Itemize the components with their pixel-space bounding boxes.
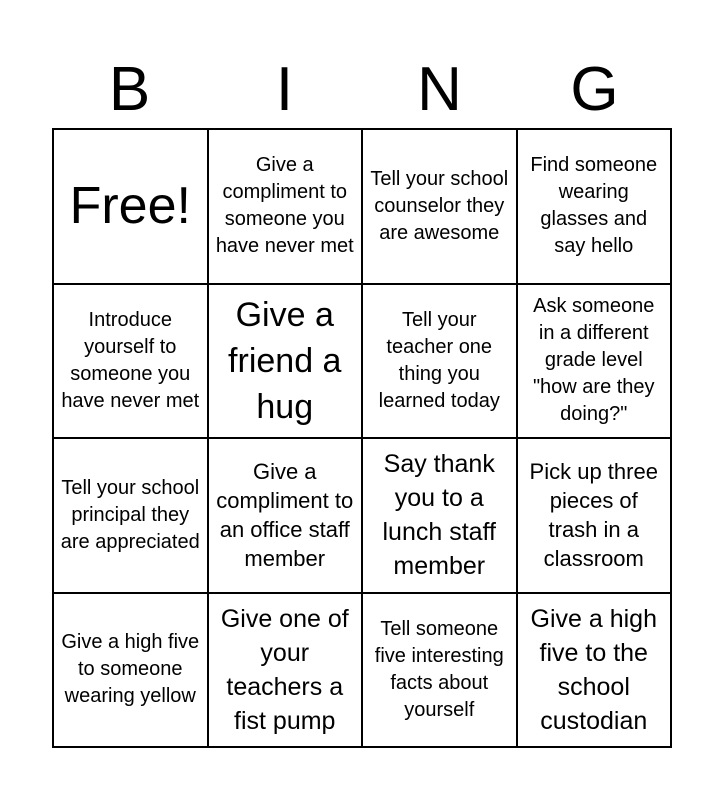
cell-text: Introduce yourself to someone you have never met <box>61 308 200 412</box>
cell-text: Find someone wearing glasses and say hello <box>530 154 658 258</box>
cell-text: Give one of your teachers a fist pump <box>220 604 349 735</box>
bingo-cell[interactable] <box>54 439 209 594</box>
title-letter-i: I <box>275 55 294 124</box>
cell-text: Tell your teacher one thing you learned today <box>378 308 500 412</box>
bingo-cell[interactable] <box>363 594 518 749</box>
bingo-cell[interactable] <box>363 285 518 440</box>
cell-text: Tell your school counselor they are awesome <box>370 167 509 244</box>
cell-text: Free! <box>69 177 191 236</box>
title-letter-g: G <box>570 55 619 124</box>
cell-text: Pick up three pieces of trash in a classroom <box>529 459 658 572</box>
bingo-cell[interactable] <box>363 130 518 285</box>
title-letter-b: B <box>108 55 151 124</box>
bingo-cell-free[interactable] <box>54 130 209 285</box>
bingo-cell[interactable] <box>54 594 209 749</box>
cell-text: Say thank you to a lunch staff member <box>382 450 496 581</box>
cell-text: Tell your school principal they are appreciated <box>60 476 200 553</box>
bingo-board <box>52 128 672 748</box>
bingo-cell[interactable] <box>209 439 364 594</box>
bingo-title <box>52 50 672 130</box>
cell-text: Give a high five to the school custodian <box>530 604 657 735</box>
bingo-cell[interactable] <box>209 285 364 440</box>
cell-text: Tell someone five interesting facts about yourself <box>374 617 504 721</box>
bingo-cell[interactable] <box>54 285 209 440</box>
bingo-cell[interactable] <box>209 130 364 285</box>
bingo-cell[interactable] <box>518 130 673 285</box>
cell-text: Give a compliment to someone you have never met <box>215 154 354 258</box>
bingo-cell[interactable] <box>518 439 673 594</box>
cell-text: Give a compliment to an office staff member <box>216 459 354 572</box>
cell-text: Ask someone in a different grade level "how are they doing?" <box>532 295 655 426</box>
bingo-cell[interactable] <box>209 594 364 749</box>
title-letter-n: N <box>417 55 462 124</box>
bingo-cell[interactable] <box>518 285 673 440</box>
cell-text: Give a friend a hug <box>228 295 342 426</box>
bingo-cell[interactable] <box>518 594 673 749</box>
bingo-cell[interactable] <box>363 439 518 594</box>
cell-text: Give a high five to someone wearing yellow <box>61 631 200 708</box>
